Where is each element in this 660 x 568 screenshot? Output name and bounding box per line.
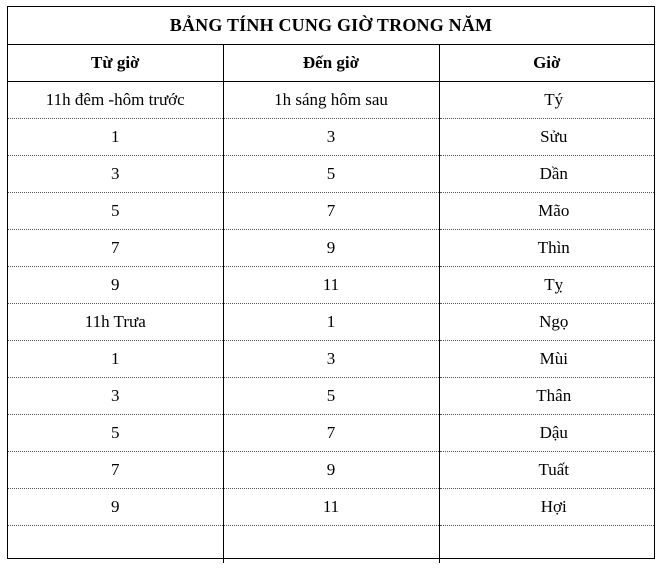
hour-name-cell <box>439 526 654 564</box>
table-row <box>8 378 654 415</box>
to-hour-cell <box>223 526 439 564</box>
hour-name-cell: Hợi <box>439 489 654 526</box>
hour-grid <box>8 45 654 563</box>
table-row <box>8 193 654 230</box>
table-row <box>8 304 654 341</box>
from-hour-cell: 7 <box>8 452 223 489</box>
table-row <box>8 452 654 489</box>
table-row <box>8 489 654 526</box>
hour-name-cell: Mão <box>439 193 654 230</box>
hour-name-cell: Ngọ <box>439 304 654 341</box>
table-title: BẢNG TÍNH CUNG GIỜ TRONG NĂM <box>8 7 654 45</box>
hour-name-cell: Thìn <box>439 230 654 267</box>
table-row <box>8 267 654 304</box>
from-hour-cell: 11h đêm -hôm trước <box>8 82 223 119</box>
header-hour-name: Giờ <box>439 45 654 82</box>
from-hour-cell: 1 <box>8 119 223 156</box>
from-hour-cell: 9 <box>8 489 223 526</box>
from-hour-cell: 1 <box>8 341 223 378</box>
to-hour-cell: 1 <box>223 304 439 341</box>
to-hour-cell: 9 <box>223 230 439 267</box>
from-hour-cell: 5 <box>8 193 223 230</box>
table-row <box>8 156 654 193</box>
table-row <box>8 82 654 119</box>
to-hour-cell: 9 <box>223 452 439 489</box>
header-to-hour: Đến giờ <box>223 45 439 82</box>
table-row <box>8 415 654 452</box>
hour-name-cell: Dậu <box>439 415 654 452</box>
to-hour-cell: 3 <box>223 119 439 156</box>
table-row <box>8 230 654 267</box>
to-hour-cell: 3 <box>223 341 439 378</box>
from-hour-cell: 9 <box>8 267 223 304</box>
from-hour-cell: 3 <box>8 156 223 193</box>
hour-name-cell: Dần <box>439 156 654 193</box>
to-hour-cell: 5 <box>223 378 439 415</box>
header-from-hour: Từ giờ <box>8 45 223 82</box>
table-row <box>8 119 654 156</box>
from-hour-cell: 11h Trưa <box>8 304 223 341</box>
to-hour-cell: 11 <box>223 267 439 304</box>
from-hour-cell: 5 <box>8 415 223 452</box>
hour-name-cell: Tuất <box>439 452 654 489</box>
to-hour-cell: 11 <box>223 489 439 526</box>
hour-name-cell: Sửu <box>439 119 654 156</box>
table-row <box>8 341 654 378</box>
to-hour-cell: 7 <box>223 415 439 452</box>
hour-name-cell: Thân <box>439 378 654 415</box>
hour-name-cell: Mùi <box>439 341 654 378</box>
hour-table <box>7 6 655 559</box>
from-hour-cell: 7 <box>8 230 223 267</box>
to-hour-cell: 7 <box>223 193 439 230</box>
hour-name-cell: Tý <box>439 82 654 119</box>
from-hour-cell <box>8 526 223 564</box>
from-hour-cell: 3 <box>8 378 223 415</box>
header-row <box>8 45 654 82</box>
to-hour-cell: 5 <box>223 156 439 193</box>
table-row <box>8 526 654 564</box>
to-hour-cell: 1h sáng hôm sau <box>223 82 439 119</box>
hour-name-cell: Tỵ <box>439 267 654 304</box>
